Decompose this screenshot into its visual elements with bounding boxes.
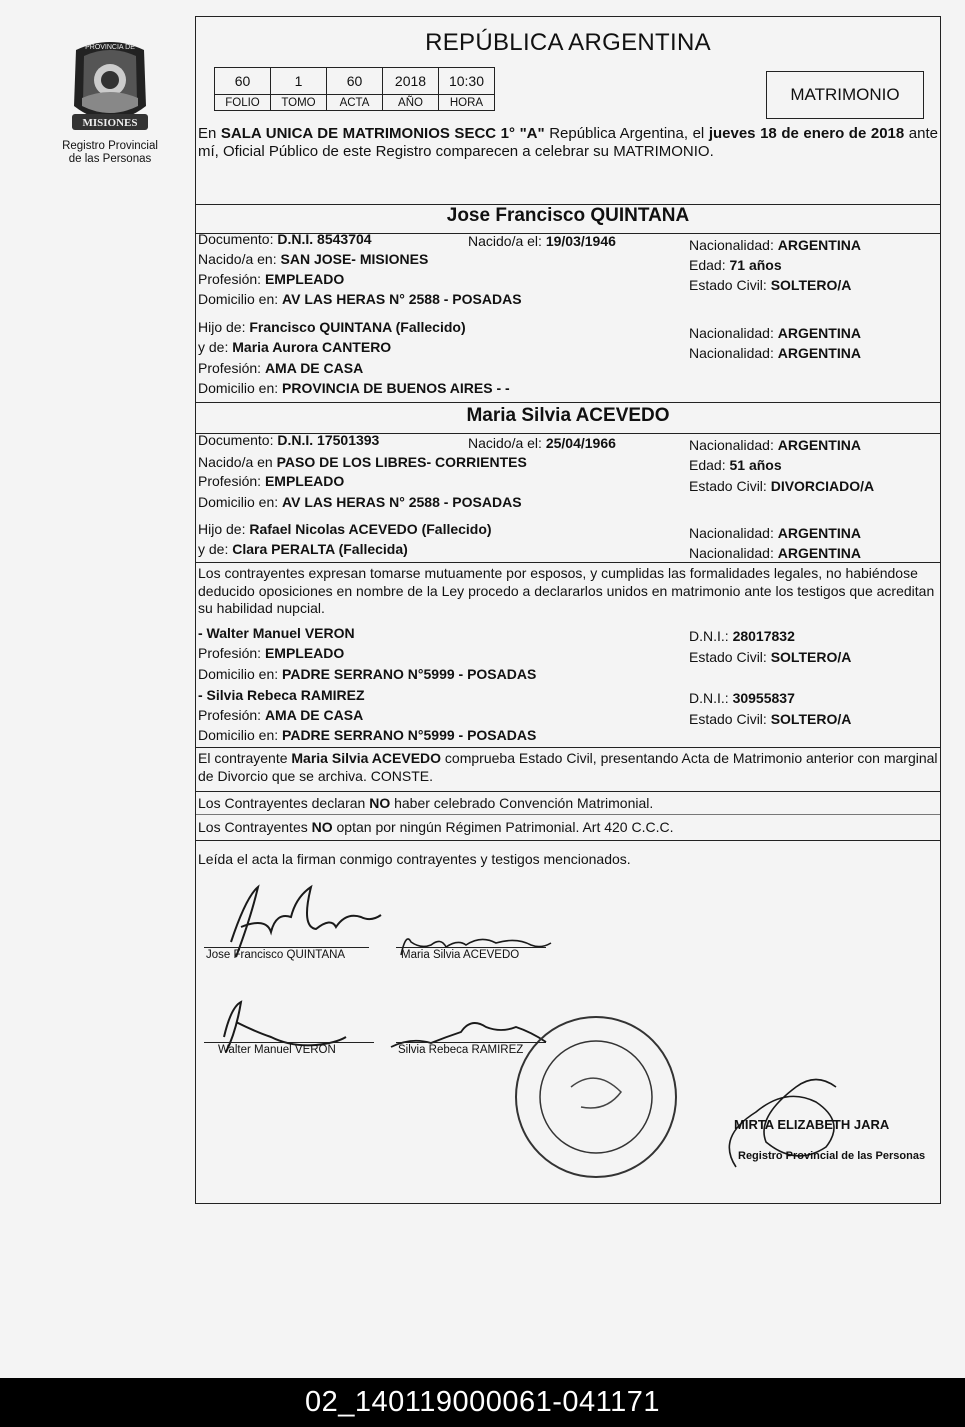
signature-caption-bride: Maria Silvia ACEVEDO — [401, 949, 520, 961]
witness-1-profession: Profesión: EMPLEADO — [198, 645, 345, 661]
divider — [196, 747, 940, 748]
witness-1-name: - Walter Manuel VERON — [198, 625, 355, 641]
groom-address: Domicilio en: AV LAS HERAS N° 2588 - POSADAS — [198, 291, 522, 307]
folio-value: 60 — [215, 68, 271, 95]
bride-mother: y de: Clara PERALTA (Fallecida) — [198, 541, 408, 557]
marriage-certificate — [195, 16, 941, 1204]
bride-birthplace: Nacido/a en PASO DE LOS LIBRES- CORRIENTES — [198, 454, 527, 470]
acta-label: ACTA — [327, 95, 383, 111]
hora-value: 10:30 — [439, 68, 495, 95]
signature-line — [396, 947, 546, 948]
convention-note: Los Contrayentes declaran NO haber celebrado Convención Matrimonial. — [198, 795, 654, 811]
bride-father-nationality: Nacionalidad: ARGENTINA — [689, 525, 861, 541]
svg-text:PROVINCIA DE: PROVINCIA DE — [85, 44, 135, 51]
logo-caption: Registro Provincial de las Personas — [62, 140, 158, 165]
divider — [196, 840, 940, 841]
province-seal-icon — [62, 36, 158, 136]
ano-label: AÑO — [383, 95, 439, 111]
bride-father: Hijo de: Rafael Nicolas ACEVEDO (Fallecido) — [198, 521, 492, 537]
groom-father-nationality: Nacionalidad: ARGENTINA — [689, 325, 861, 341]
signature-caption-witness-1: Walter Manuel VERON — [218, 1044, 336, 1056]
witness-1-address: Domicilio en: PADRE SERRANO N°5999 - POSADAS — [198, 666, 537, 682]
groom-birthplace: Nacido/a en: SAN JOSE- MISIONES — [198, 251, 429, 267]
witness-1-civil-status: Estado Civil: SOLTERO/A — [689, 649, 852, 665]
bride-age: Edad: 51 años — [689, 457, 782, 473]
closing-text: Leída el acta la firman conmigo contrayentes y testigos mencionados. — [198, 851, 631, 867]
civil-status-note: El contrayente Maria Silvia ACEVEDO comprueba Estado Civil, presentando Acta de Matrimonio anterior con marginal de Divorcio que se archiva. CONSTE. — [198, 750, 938, 784]
witness-1-dni: D.N.I.: 28017832 — [689, 628, 795, 644]
signature-caption-witness-2: Silvia Rebeca RAMIREZ — [398, 1044, 524, 1056]
bride-mother-nationality: Nacionalidad: ARGENTINA — [689, 545, 861, 561]
groom-profession: Profesión: EMPLEADO — [198, 271, 345, 287]
hora-label: HORA — [439, 95, 495, 111]
groom-mother-nationality: Nacionalidad: ARGENTINA — [689, 345, 861, 361]
svg-text:MISIONES: MISIONES — [82, 117, 138, 129]
regime-note: Los Contrayentes NO optan por ningún Régimen Patrimonial. Art 420 C.C.C. — [198, 819, 674, 835]
signature-line — [396, 1042, 546, 1043]
bride-birthdate: Nacido/a el: 25/04/1966 — [468, 435, 616, 451]
divider — [196, 402, 940, 403]
official-stamp-icon — [516, 1017, 676, 1177]
bride-nationality: Nacionalidad: ARGENTINA — [689, 437, 861, 453]
groom-parents-address: Domicilio en: PROVINCIA DE BUENOS AIRES - - — [198, 380, 510, 396]
official-name: MIRTA ELIZABETH JARA — [734, 1117, 890, 1132]
bride-civil-status: Estado Civil: DIVORCIADO/A — [689, 478, 875, 494]
witness-2-address: Domicilio en: PADRE SERRANO N°5999 - POSADAS — [198, 727, 537, 743]
document-title: REPÚBLICA ARGENTINA — [425, 29, 711, 56]
witness-2-name: - Silvia Rebeca RAMIREZ — [198, 687, 365, 703]
bride-name: Maria Silvia ACEVEDO — [466, 405, 670, 426]
tomo-label: TOMO — [271, 95, 327, 111]
divider — [196, 791, 940, 792]
groom-age: Edad: 71 años — [689, 257, 782, 273]
divider — [196, 814, 940, 815]
groom-civil-status: Estado Civil: SOLTERO/A — [689, 277, 852, 293]
signature-caption-groom: Jose Francisco QUINTANA — [206, 949, 346, 961]
registry-box — [214, 67, 495, 111]
act-type-box: MATRIMONIO — [766, 71, 924, 119]
groom-nationality: Nacionalidad: ARGENTINA — [689, 237, 861, 253]
registry-logo — [55, 36, 165, 166]
acta-value: 60 — [327, 68, 383, 95]
witness-2-civil-status: Estado Civil: SOLTERO/A — [689, 711, 852, 727]
declaration-text: Los contrayentes expresan tomarse mutuamente por esposos, y cumplidas las formalidades legales, no habiéndose deducido oposiciones en nombre de la Ley procedo a declararlos unidos en matrimonio ante los testigos que acreditan su habilidad nupcial. — [198, 565, 935, 616]
groom-birthdate: Nacido/a el: 19/03/1946 — [468, 233, 616, 249]
groom-name: Jose Francisco QUINTANA — [446, 205, 690, 226]
folio-label: FOLIO — [215, 95, 271, 111]
document-code-bar: 02_140119000061-041171 — [0, 1378, 965, 1427]
ano-value: 2018 — [383, 68, 439, 95]
witness-2-profession: Profesión: AMA DE CASA — [198, 707, 364, 723]
official-office: Registro Provincial de las Personas — [738, 1150, 926, 1162]
bride-profession: Profesión: EMPLEADO — [198, 473, 345, 489]
groom-document: Documento: D.N.I. 8543704 — [198, 231, 372, 247]
groom-parents-profession: Profesión: AMA DE CASA — [198, 360, 364, 376]
bride-address: Domicilio en: AV LAS HERAS N° 2588 - POSADAS — [198, 494, 522, 510]
groom-mother: y de: Maria Aurora CANTERO — [198, 339, 392, 355]
signature-line — [204, 1042, 374, 1043]
tomo-value: 1 — [271, 68, 327, 95]
divider — [196, 562, 940, 563]
intro-paragraph: En SALA UNICA DE MATRIMONIOS SECC 1° "A" República Argentina, el jueves 18 de enero de 2018 ante mí, Oficial Público de este Registro comparecen a celebrar su MATRIMONIO. — [198, 125, 939, 160]
witness-2-dni: D.N.I.: 30955837 — [689, 690, 795, 706]
groom-father: Hijo de: Francisco QUINTANA (Fallecido) — [198, 319, 466, 335]
signature-line — [204, 947, 369, 948]
bride-document: Documento: D.N.I. 17501393 — [198, 432, 380, 448]
